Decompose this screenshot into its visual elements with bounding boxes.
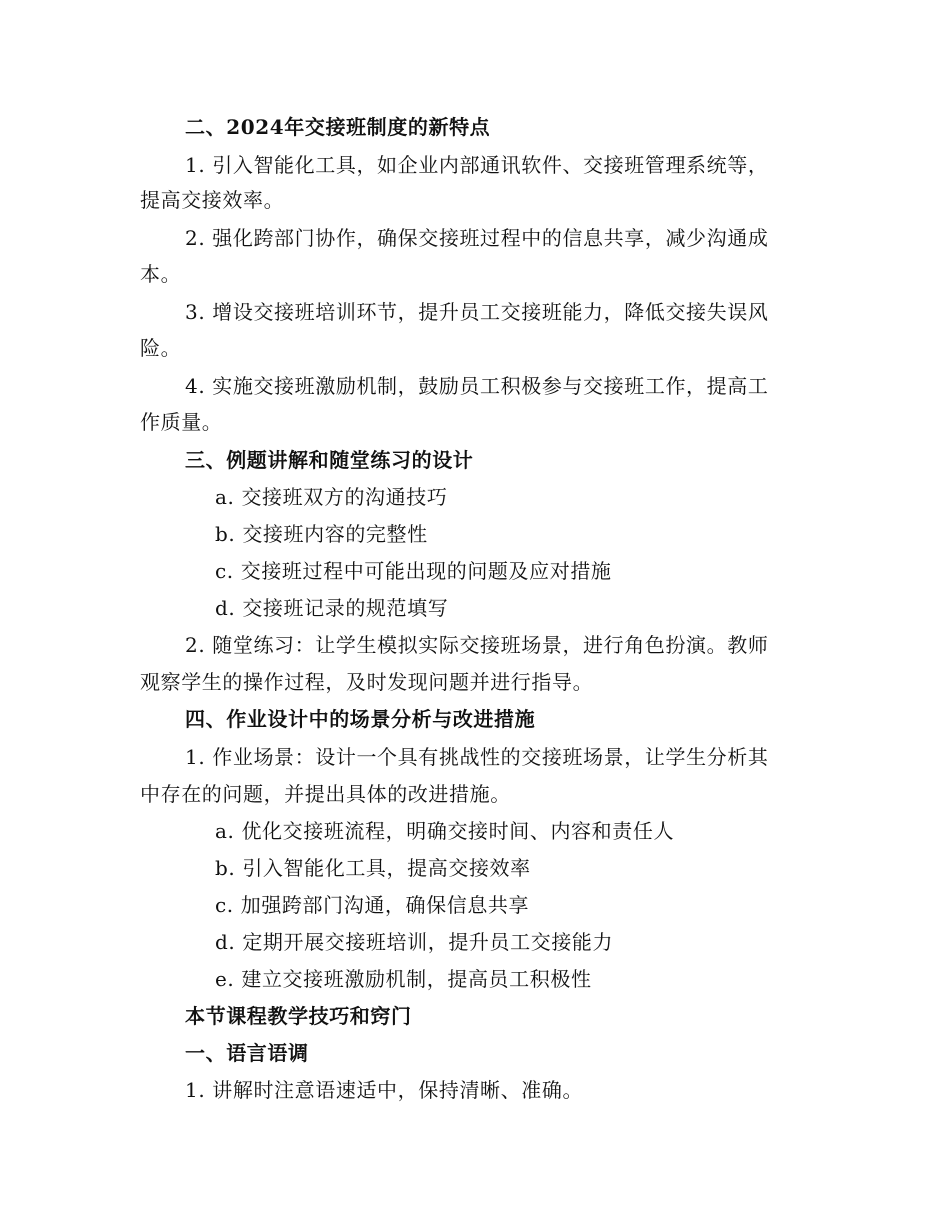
section2-item-2-line2: 本。	[140, 262, 182, 286]
section3-practice-line2: 观察学生的操作过程，及时发现问题并进行指导。	[140, 670, 594, 694]
section2-item-2-line1: 2. 强化跨部门协作，确保交接班过程中的信息共享，减少沟通成	[185, 226, 769, 250]
section4-scene-line2: 中存在的问题，并提出具体的改进措施。	[140, 782, 511, 806]
section3-subitem-d: d. 交接班记录的规范填写	[215, 596, 449, 620]
section4-subitem-d: d. 定期开展交接班培训，提升员工交接能力	[215, 930, 614, 954]
section4-subitem-a: a. 优化交接班流程，明确交接时间、内容和责任人	[215, 819, 675, 843]
section2-heading: 二、2024年交接班制度的新特点	[185, 115, 491, 139]
section4-scene-line1: 1. 作业场景：设计一个具有挑战性的交接班场景，让学生分析其	[185, 745, 769, 769]
section3-subitem-b: b. 交接班内容的完整性	[215, 522, 428, 546]
section2-item-1-line1: 1. 引入智能化工具，如企业内部通讯软件、交接班管理系统等，	[185, 153, 769, 177]
section2-item-4-line2: 作质量。	[140, 410, 223, 434]
section2-item-3-line1: 3. 增设交接班培训环节，提升员工交接班能力，降低交接失误风	[185, 300, 769, 324]
section3-subitem-c: c. 交接班过程中可能出现的问题及应对措施	[215, 559, 612, 583]
section2-item-1-line2: 提高交接效率。	[140, 188, 285, 212]
section2-item-4-line1: 4. 实施交接班激励机制，鼓励员工积极参与交接班工作，提高工	[185, 374, 769, 398]
section2-item-3-line2: 险。	[140, 336, 182, 360]
tips-section1-heading: 一、语言语调	[185, 1041, 309, 1065]
section4-subitem-c: c. 加强跨部门沟通，确保信息共享	[215, 893, 530, 917]
section3-practice-line1: 2. 随堂练习：让学生模拟实际交接班场景，进行角色扮演。教师	[185, 633, 769, 657]
section4-heading: 四、作业设计中的场景分析与改进措施	[185, 707, 536, 731]
section3-heading: 三、例题讲解和随堂练习的设计	[185, 448, 474, 472]
tips-item-1: 1. 讲解时注意语速适中，保持清晰、准确。	[185, 1078, 584, 1102]
tips-heading: 本节课程教学技巧和窍门	[185, 1004, 412, 1028]
section4-subitem-b: b. 引入智能化工具，提高交接效率	[215, 856, 531, 880]
section3-subitem-a: a. 交接班双方的沟通技巧	[215, 485, 448, 509]
section4-subitem-e: e. 建立交接班激励机制，提高员工积极性	[215, 967, 592, 991]
